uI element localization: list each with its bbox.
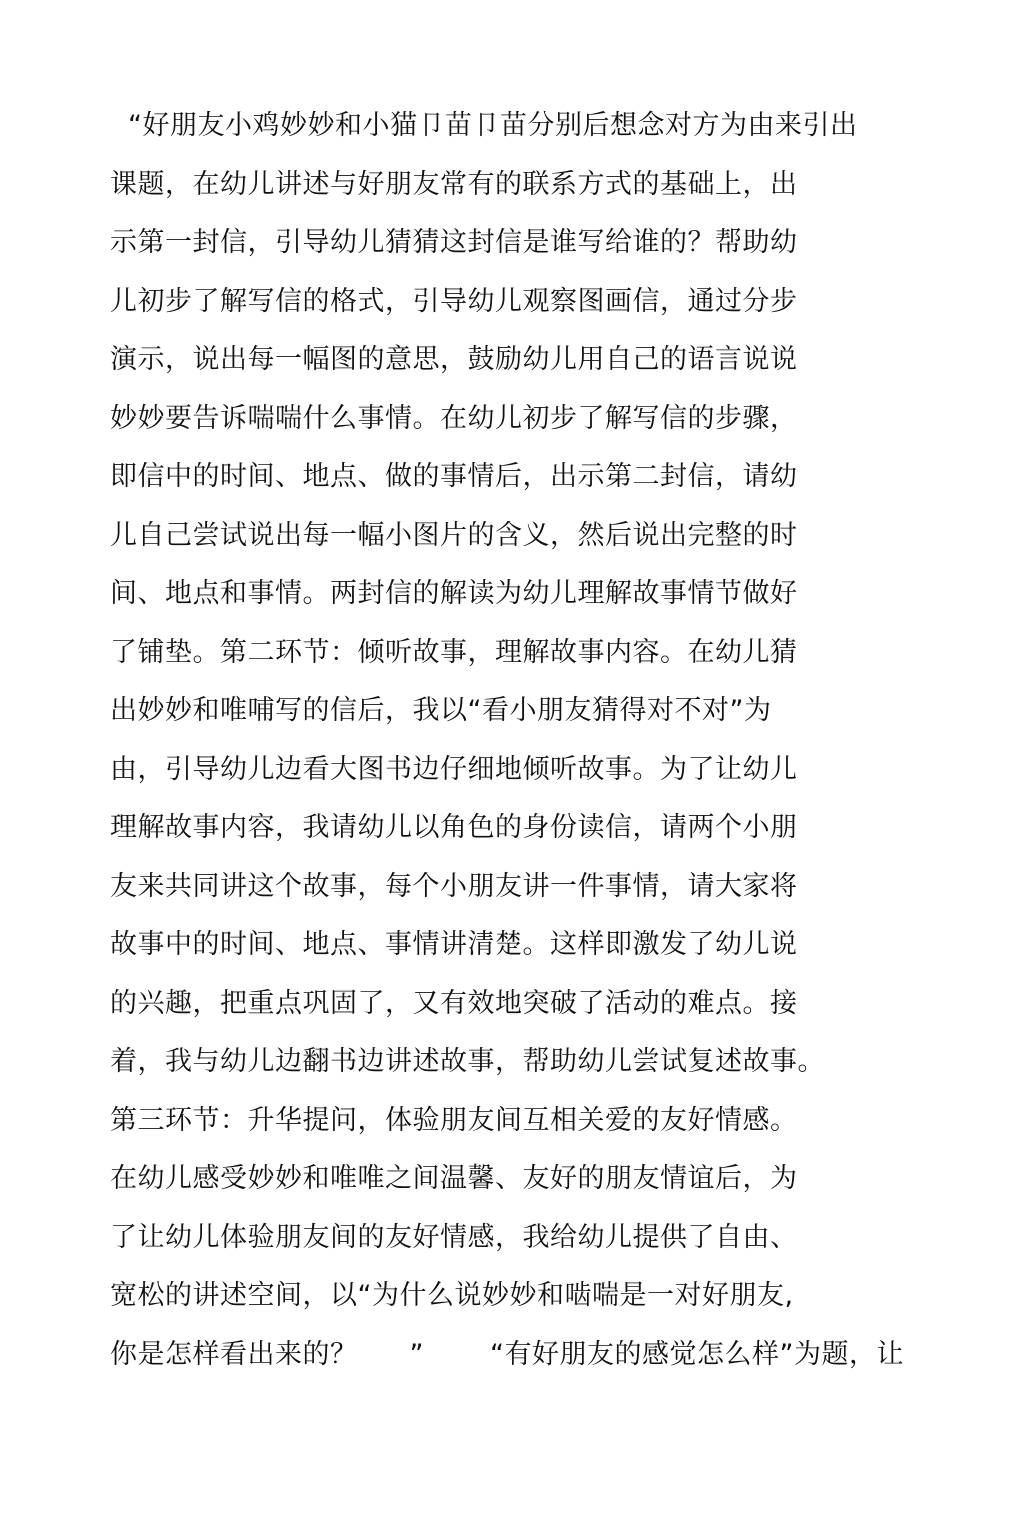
text-line: 即信中的时间、地点、做的事情后，出示第二封信，请幼 bbox=[110, 461, 798, 492]
text-line: 故事中的时间、地点、事情讲清楚。这样即激发了幼儿说 bbox=[110, 929, 798, 960]
text-line: 了让幼儿体验朋友间的友好情感，我给幼儿提供了自由、 bbox=[110, 1222, 798, 1253]
text-line: 儿自己尝试说出每一幅小图片的含义，然后说出完整的时 bbox=[110, 520, 798, 551]
text-line: 演示，说出每一幅图的意思，鼓励幼儿用自己的语言说说 bbox=[110, 344, 798, 375]
text-line: 儿初步了解写信的格式，引导幼儿观察图画信，通过分步 bbox=[110, 286, 798, 317]
text-line: 间、地点和事情。两封信的解读为幼儿理解故事情节做好 bbox=[110, 578, 798, 609]
text-line: 的兴趣，把重点巩固了，又有效地突破了活动的难点。接 bbox=[110, 988, 798, 1019]
text-line: 由，引导幼儿边看大图书边仔细地倾听故事。为了让幼儿 bbox=[110, 754, 798, 785]
text-segment: ” bbox=[409, 1339, 424, 1370]
text-line: 了铺垫。第二环节：倾听故事，理解故事内容。在幼儿猜 bbox=[110, 637, 798, 668]
text-segment: “有好朋友的感觉怎么样”为题，让 bbox=[490, 1339, 904, 1370]
text-line: 示第一封信，引导幼儿猜猜这封信是谁写给谁的？帮助幼 bbox=[110, 227, 798, 258]
text-line: 出妙妙和唯哺写的信后，我以“看小朋友猜得对不对”为 bbox=[110, 695, 772, 726]
text-line: “好朋友小鸡妙妙和小猫卩苗卩苗分别后想念对方为由来引出 bbox=[128, 110, 858, 141]
text-line: 第三环节：升华提问，体验朋友间互相关爱的友好情感。 bbox=[110, 1105, 798, 1136]
text-line: 课题，在幼儿讲述与好朋友常有的联系方式的基础上，出 bbox=[110, 169, 798, 200]
text-segment: 你是怎样看出来的？ bbox=[110, 1339, 358, 1370]
text-line: 友来共同讲这个故事，每个小朋友讲一件事情，请大家将 bbox=[110, 871, 798, 902]
text-line: 理解故事内容，我请幼儿以角色的身份读信，请两个小朋 bbox=[110, 812, 798, 843]
text-line: 在幼儿感受妙妙和唯唯之间温馨、友好的朋友情谊后，为 bbox=[110, 1163, 798, 1194]
text-line: 着，我与幼儿边翻书边讲述故事，帮助幼儿尝试复述故事。 bbox=[110, 1046, 825, 1077]
text-line: 妙妙要告诉喘喘什么事情。在幼儿初步了解写信的步骤， bbox=[110, 403, 798, 434]
text-line-last bbox=[110, 1338, 904, 1372]
text-line: 宽松的讲述空间，以“为什么说妙妙和啮喘是一对好朋友, bbox=[110, 1280, 794, 1311]
